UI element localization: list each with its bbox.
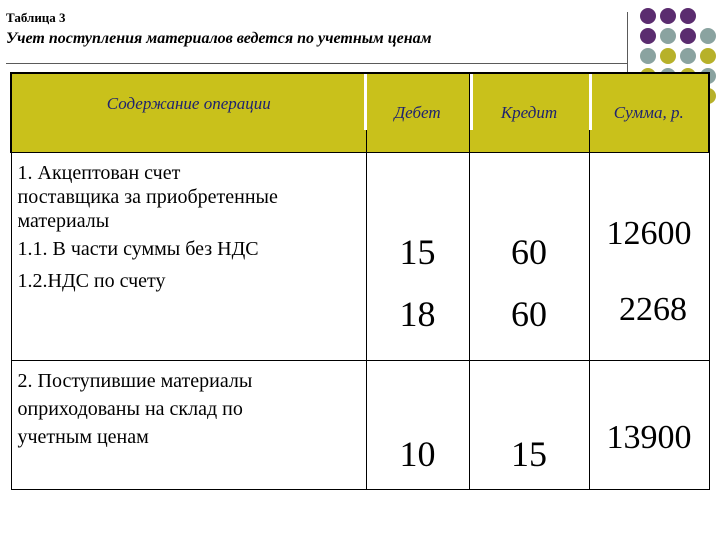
page-title: Учет поступления материалов ведется по учетным ценам bbox=[6, 30, 432, 47]
table-row bbox=[11, 361, 709, 490]
decor-dot bbox=[700, 28, 716, 44]
operation-cell bbox=[11, 361, 366, 490]
credit-value: 60 bbox=[511, 232, 547, 272]
operation-line: 2. Поступившие материалы bbox=[17, 370, 253, 392]
amount-cell bbox=[589, 153, 709, 361]
debit-value: 15 bbox=[399, 232, 436, 272]
operation-line: оприходованы на склад по bbox=[17, 398, 243, 420]
operation-line: поставщика за приобретенные bbox=[17, 186, 278, 208]
operations-table bbox=[10, 72, 710, 490]
credit-cell bbox=[469, 361, 589, 490]
operation-line: 1.1. В части суммы без НДС bbox=[17, 238, 259, 260]
decor-dot bbox=[640, 28, 656, 44]
table-caption: Таблица 3 bbox=[6, 10, 66, 25]
credit-value: 15 bbox=[511, 434, 547, 474]
operation-line: 1.2.НДС по счету bbox=[17, 270, 166, 292]
decor-dot bbox=[680, 8, 696, 24]
header-gap bbox=[470, 74, 473, 130]
debit-cell bbox=[366, 361, 469, 490]
debit-cell bbox=[366, 153, 469, 361]
amount-value: 2268 bbox=[619, 291, 687, 328]
header-gap bbox=[364, 74, 367, 130]
decor-dot bbox=[640, 48, 656, 64]
amount-value: 12600 bbox=[606, 215, 692, 252]
decor-dot bbox=[660, 48, 676, 64]
debit-value: 10 bbox=[399, 434, 436, 474]
credit-cell bbox=[469, 153, 589, 361]
header-operation: Содержание операции bbox=[11, 73, 366, 153]
operation-line: материалы bbox=[17, 210, 110, 232]
operation-line: учетным ценам bbox=[17, 426, 149, 448]
decor-dot bbox=[680, 28, 696, 44]
credit-value: 60 bbox=[511, 294, 547, 334]
header-credit: Кредит bbox=[469, 73, 589, 153]
debit-value: 18 bbox=[399, 294, 436, 334]
table-row bbox=[11, 153, 709, 361]
decor-dot bbox=[640, 8, 656, 24]
table-header-row bbox=[11, 73, 709, 153]
header-amount: Сумма, р. bbox=[589, 73, 709, 153]
title-divider bbox=[6, 63, 628, 64]
operation-cell bbox=[11, 153, 366, 361]
header-gap bbox=[589, 74, 592, 130]
decor-dot bbox=[660, 8, 676, 24]
operation-line: 1. Акцептован счет bbox=[17, 162, 181, 184]
decor-dot bbox=[680, 48, 696, 64]
header-debit: Дебет bbox=[366, 73, 469, 153]
amount-cell bbox=[589, 361, 709, 490]
decor-dot bbox=[660, 28, 676, 44]
amount-value: 13900 bbox=[606, 419, 692, 456]
decor-dot bbox=[700, 48, 716, 64]
